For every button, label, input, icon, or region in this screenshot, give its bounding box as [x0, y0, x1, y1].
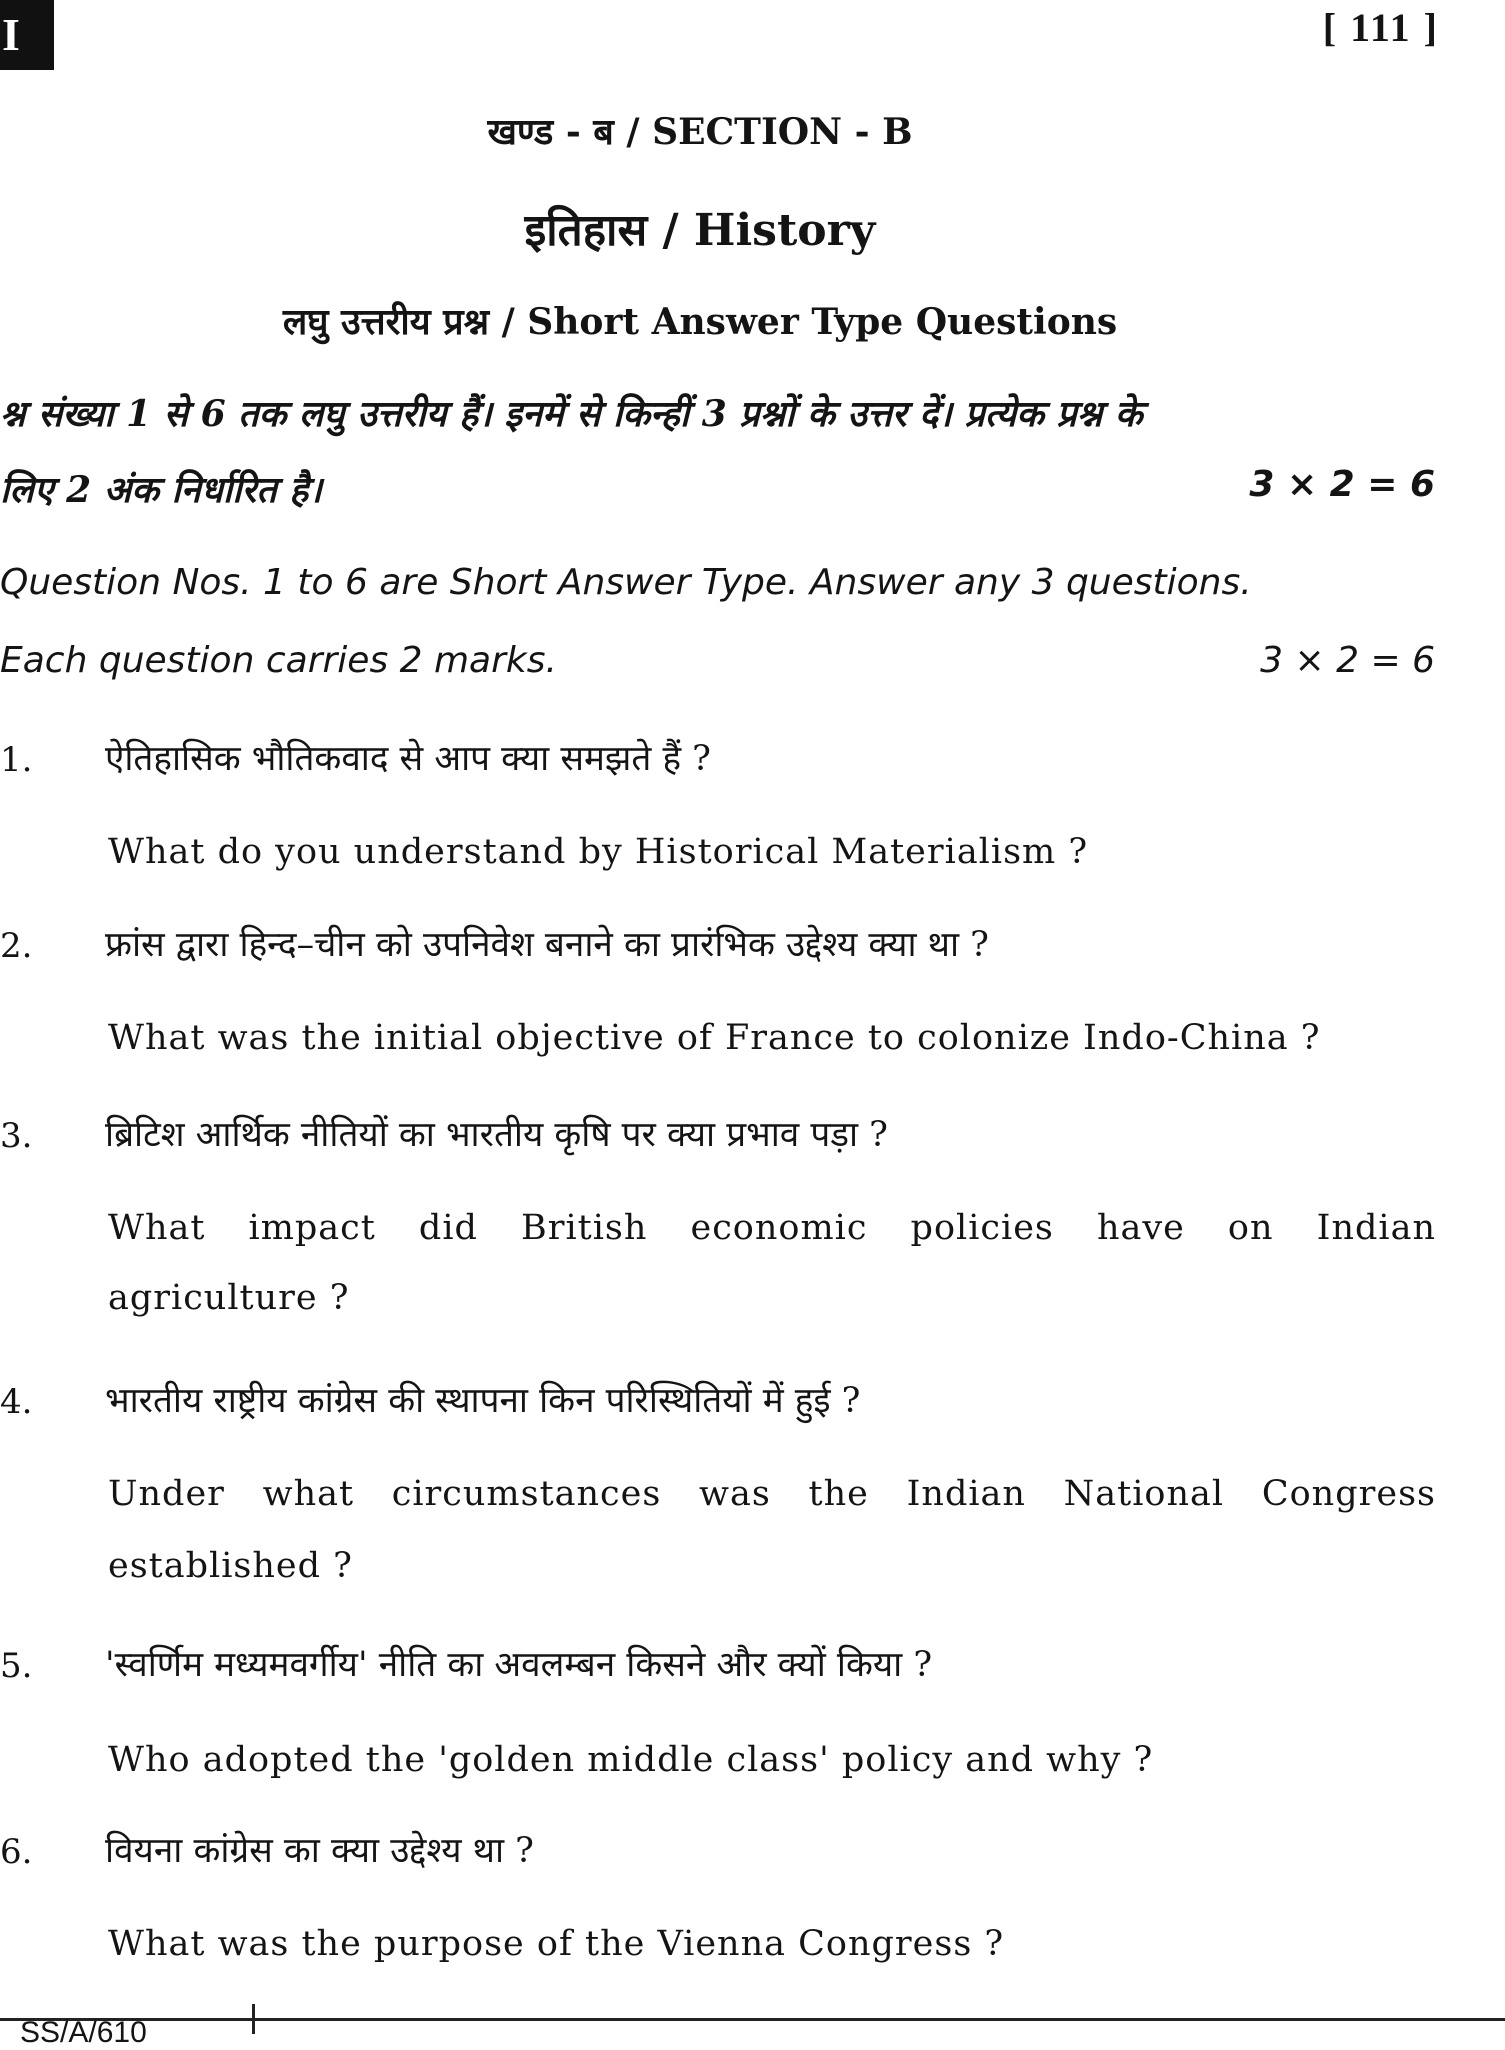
question-type-heading: लघु उत्तरीय प्रश्न / Short Answer Type Questions — [282, 301, 1118, 343]
footer-divider-tick — [252, 2004, 255, 2034]
instructions-hindi-line2: लिए 2 अंक निर्धारित है। — [0, 469, 323, 511]
question-english: What was the purpose of the Vienna Congress ? — [108, 1924, 1005, 1964]
question-english: What was the initial objective of France to colonize Indo-China ? — [108, 1018, 1321, 1058]
instructions-english-line1: Question Nos. 1 to 6 are Short Answer Type. Answer any 3 questions. — [0, 562, 1252, 603]
marks-hindi: 3 × 2 = 6 — [1249, 464, 1435, 505]
question-english-line1: What impact did British economic policies have on Indian — [108, 1208, 1436, 1248]
section-heading: खण्ड - ब / SECTION - B — [487, 111, 913, 153]
question-english-line2: established ? — [108, 1546, 353, 1586]
page-marker: I — [0, 0, 54, 70]
question-english: Who adopted the 'golden middle class' policy and why ? — [108, 1740, 1154, 1780]
question-english-line1: Under what circumstances was the Indian National Congress — [108, 1474, 1436, 1514]
question-number: 1. — [0, 740, 33, 780]
page-number: [ 111 ] — [1322, 5, 1439, 50]
question-hindi: फ्रांस द्वारा हिन्द–चीन को उपनिवेश बनाने का प्रारंभिक उद्देश्य क्या था ? — [105, 925, 989, 965]
question-hindi: वियना कांग्रेस का क्या उद्देश्य था ? — [105, 1831, 534, 1871]
instructions-hindi-line1: श्न संख्या 1 से 6 तक लघु उत्तरीय हैं। इनमें से किन्हीं 3 प्रश्नों के उत्तर दें। प्रत्येक प्रश्न के — [0, 393, 1143, 435]
footer-divider — [0, 2018, 1505, 2021]
subject-heading: इतिहास / History — [524, 205, 876, 256]
question-hindi: ऐतिहासिक भौतिकवाद से आप क्या समझते हैं ? — [105, 739, 711, 779]
question-english: What do you understand by Historical Materialism ? — [108, 832, 1089, 872]
question-english-line2: agriculture ? — [108, 1278, 350, 1318]
question-number: 3. — [0, 1116, 33, 1156]
question-number: 5. — [0, 1646, 33, 1686]
question-number: 6. — [0, 1832, 33, 1872]
question-hindi: 'स्वर्णिम मध्यमवर्गीय' नीति का अवलम्बन किसने और क्यों किया ? — [105, 1645, 933, 1685]
question-hindi: भारतीय राष्ट्रीय कांग्रेस की स्थापना किन परिस्थितियों में हुई ? — [105, 1381, 861, 1421]
question-number: 2. — [0, 926, 33, 966]
question-number: 4. — [0, 1382, 33, 1422]
instructions-english-line2: Each question carries 2 marks. — [0, 640, 557, 681]
footer-code: SS/A/610 — [20, 2016, 147, 2049]
marks-english: 3 × 2 = 6 — [1260, 640, 1435, 681]
question-hindi: ब्रिटिश आर्थिक नीतियों का भारतीय कृषि पर क्या प्रभाव पड़ा ? — [105, 1115, 888, 1155]
